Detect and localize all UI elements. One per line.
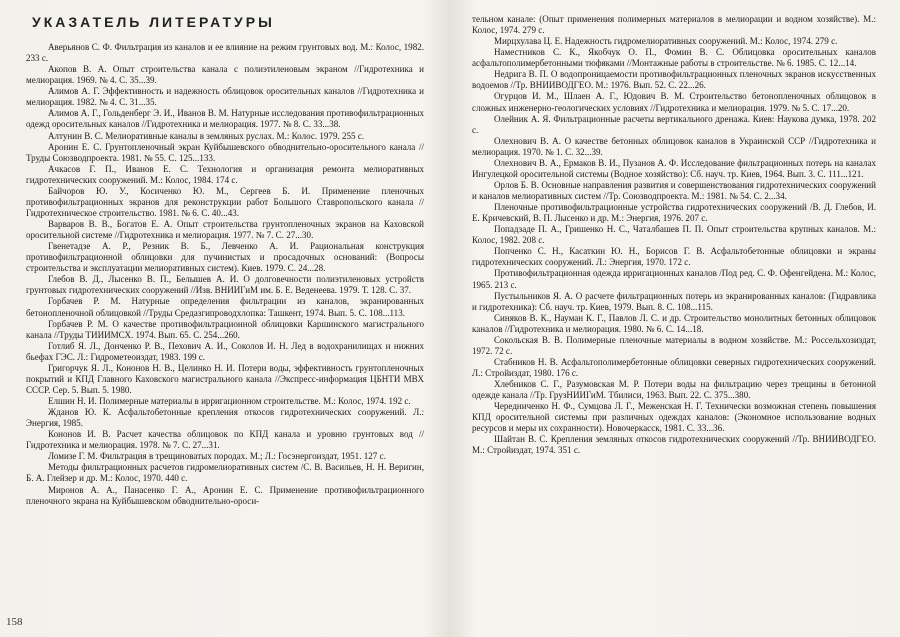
reference-entry: Пустыльников Я. А. О расчете фильтрационных потерь из экранированных каналов: (Гидравлика и гидротехника): Сб. науч. тр. Киев, 1979. Вып. 8. С. 108...115. <box>472 290 876 312</box>
reference-entry: Гвенетадзе А. Р., Резник В. Б., Левченко А. И. Рациональная конструкция противофильтрационной облицовки для пучинистых и просадочных оснований: (Вопросы строительства и эксплуатации мелиоративных систем). Киев. 1979. С. 24...28. <box>26 241 424 274</box>
reference-entry: Недрига В. П. О водопроницаемости противофильтрационных пленочных экранов искусственных водоемов //Тр. ВНИИВОДГЕО. М.: 1976. Вып. 52. С. 22...26. <box>472 69 876 91</box>
reference-entry: Аронин Е. С. Грунтопленочный экран Куйбышевского обводнительно-оросительного канала //Труды Союзводпроекта. 1981. № 55. С. 125...133. <box>26 141 424 163</box>
reference-entry: Сокольская В. В. Полимерные пленочные материалы в водном хозяйстве. М.: Россельхозиздат, 1972. 72 с. <box>472 334 876 356</box>
reference-entry: Наместников С. К., Якобчук О. П., Фомин В. С. Облицовка оросительных каналов асфальтополимербетонными тюфяками //Монтажные работы в строительстве. № 6. 1985. С. 12...14. <box>472 47 876 69</box>
reference-entry: Шайтан В. С. Крепления земляных откосов гидротехнических сооружений //Тр. ВНИИВОДГЕО. М.: Стройиздат, 1974. 351 с. <box>472 434 876 456</box>
reference-entry: Григорчук Я. Л., Кононов Н. В., Целинко Н. И. Потери воды, эффективность грунтопленочных покрытий и КПД Главного Каховского магистрального канала //Экспресс-информация ЦБНТИ МВХ СССР. Сер. 5. Вып. 5. 1980. <box>26 362 424 395</box>
reference-entry: Байчоров Ю. У., Косиченко Ю. М., Сергеев Б. И. Применение пленочных противофильтрационных экранов для реконструкции работ Большого Ставропольского канала //Гидротехническое строительство. 1981. № 6. С. 40...43. <box>26 185 424 218</box>
reference-entry: Елшин Н. И. Полимерные материалы в ирригационном строительстве. М.: Колос, 1974. 192 с. <box>48 396 411 406</box>
page-title: УКАЗАТЕЛЬ ЛИТЕРАТУРЫ <box>32 14 275 30</box>
reference-entry: Попченко С. Н., Касаткин Ю. Н., Борисов Г. В. Асфальтобетонные облицовки и экраны гидротехнических сооружений. Л.: Энергия, 1970. 172 с. <box>472 246 876 268</box>
reference-list-right <box>472 14 876 457</box>
reference-entry: Алтунин В. С. Мелиоративные каналы в земляных руслах. М.: Колос. 1979. 255 с. <box>48 130 365 141</box>
right-page <box>450 0 900 637</box>
reference-entry: Акопов В. А. Опыт строительства канала с полиэтиленовым экраном //Гидротехника и мелиорация. 1969. № 4. С. 35...39. <box>26 64 424 86</box>
reference-entry: Олейник А. Я. Фильтрационные расчеты вертикального дренажа. Киев: Наукова думка, 1978. 202 с. <box>472 113 876 135</box>
reference-entry: Мирцхулава Ц. Е. Надежность гидромелиоративных сооружений. М.: Колос, 1974. 279 с. <box>494 36 838 47</box>
reference-entry: Олехнович В. А., Ермаков В. И., Пузанов А. Ф. Исследование фильтрационных потерь на каналах Ингулецкой оросительной системы (Водное хозяйство): Сб. науч. тр. Киев, 1964. Вып. 3. С. 111...121. <box>472 157 876 179</box>
reference-entry: Глебов В. Д., Лысенко В. П., Белышев А. И. О долговечности полиэтиленовых устройств грунтовых гидротехнических сооружений //Изв. ВНИИГиМ им. Б. Е. Веденеева. 1979. Т. 128. С. 37. <box>26 274 424 296</box>
page-number: 158 <box>6 616 23 628</box>
reference-entry: Хлебников С. Г., Разумовская М. Р. Потери воды на фильтрацию через трещины в бетонной одежде канала //Тр. ГрузНИИГиМ. Тбилиси, 1963. Вып. 22. С. 375...380. <box>472 379 876 401</box>
reference-entry: Синяков В. К., Науман К. Г., Павлов Л. С. и др. Строительство монолитных бетонных облицовок каналов //Гидротехника и мелиорация. 1980. № 6. С. 14...18. <box>472 312 876 334</box>
reference-entry: Орлов Б. В. Основные направления развития и совершенствования гидротехнических сооружений и каналов мелиоративных систем //Тр. Союзводпроекта. М.: 1981. № 54. С. 2...34. <box>472 179 876 201</box>
reference-entry: Алимов А. Г. Эффективность и надежность облицовок оросительных каналов //Гидротехника и мелиорация. 1982. № 4. С. 31...35. <box>26 86 424 108</box>
reference-entry: Готлиб Я. Л., Донченко Р. В., Пехович А. И., Соколов И. Н. Лед в водохранилищах и нижних бьефах ГЭС. Л.: Гидрометеоиздат, 1983. 199 с. <box>26 340 424 362</box>
reference-entry: Кононов И. В. Расчет качества облицовок по КПД канала и уровню грунтовых вод //Гидротехника и мелиорация. 1978. № 7. С. 27...31. <box>26 429 424 451</box>
reference-entry: Методы фильтрационных расчетов гидромелиоративных систем /С. В. Васильев, Н. Н. Веригин, Б. А. Глейзер и др. М.: Колос, 1970. 440 с. <box>26 462 424 484</box>
reference-entry: Олехнович В. А. О качестве бетонных облицовок каналов в Украинской ССР //Гидротехника и мелиорация. 1970. № 1. С. 32...39. <box>472 135 876 157</box>
reference-entry: Аверьянов С. Ф. Фильтрация из каналов и ее влияние на режим грунтовых вод. М.: Колос, 1982. 233 с. <box>26 42 424 64</box>
reference-entry: Пленочные противофильтрационные устройства гидротехнических сооружений /В. Д. Глебов, И. Е. Кричевский, В. П. Лысенко и др. М.: Энергия, 1976. 207 с. <box>472 202 876 224</box>
reference-entry: Огурцов И. М., Шлаен А. Г., Юдович В. М. Строительство бетонопленочных облицовок в сложных инженерно-геологических условиях //Гидротехника и мелиорация. 1979. № 5. С. 17...20. <box>472 91 876 113</box>
reference-list-left <box>26 42 424 507</box>
reference-entry: Ломизе Г. М. Фильтрация в трещиноватых породах. М.; Л.: Госэнергоиздат, 1951. 127 с. <box>48 451 386 462</box>
reference-entry: Стабников Н. В. Асфальтополимербетонные облицовки северных гидротехнических сооружений. Л.: Стройиздат, 1980. 176 с. <box>472 356 876 378</box>
reference-entry: Варваров В. В., Богатов Е. А. Опыт строительства грунтопленочных экранов на Каховской оросительной системе //Гидротехника и мелиорация. 1977. № 7. С. 27...30. <box>26 219 424 241</box>
reference-entry: Алимов А. Г., Гольденберг Э. И., Иванов В. М. Натурные исследования противофильтрационных одежд оросительных каналов //Гидротехника и мелиорация. 1977. № 8. С. 33...38. <box>26 108 424 130</box>
reference-entry-continuation: тельном канале: (Опыт применения полимерных материалов в мелиорации и водном хозяйстве). М.: Колос, 1974. 279 с. <box>472 14 876 36</box>
reference-entry: Горбачев Р. М. Натурные определения фильтрации из каналов, экранированных бетонопленочной облицовкой //Труды Средазгипроводхлопка: Ташкент, 1974. Вып. 5. С. 108...113. <box>26 296 424 318</box>
reference-entry: Попадзаде П. А., Гришенко Н. С., Чаталбашев П. П. Опыт строительства крупных каналов. М.: Колос, 1982. 208 с. <box>472 224 876 246</box>
reference-entry: Горбачев Р. М. О качестве противофильтрационной облицовки Каршинского магистрального канала //Труды ТИИИМСХ. 1974. Вып. 65. С. 254...260. <box>26 318 424 340</box>
reference-entry: Чередниченко Н. Ф., Сумцова Л. Г., Меженская Н. Г. Технически возможная степень повышения КПД оросительной системы при различных одеждах каналов: (Экономное использование водных ресурсов и меры их сохранности). Новочеркасск, 1981. С. 33...36. <box>472 401 876 434</box>
reference-entry: Миронов А. А., Панасенко Г. А., Аронин Е. С. Применение противофильтрационного пленочного экрана на Куйбышевском обводнительно-ороси- <box>26 484 424 506</box>
reference-entry: Жданов Ю. К. Асфальтобетонные крепления откосов гидротехнических сооружений. Л.: Энергия, 1985. <box>26 407 424 429</box>
reference-entry: Ачкасов Г. П., Иванов Е. С. Технология и организация ремонта мелиоративных гидротехнических сооружений. М.: Колос, 1984. 174 с. <box>26 163 424 185</box>
reference-entry: Противофильтрационная одежда ирригационных каналов /Под ред. С. Ф. Офенгейдена. М.: Колос, 1965. 213 с. <box>472 268 876 290</box>
